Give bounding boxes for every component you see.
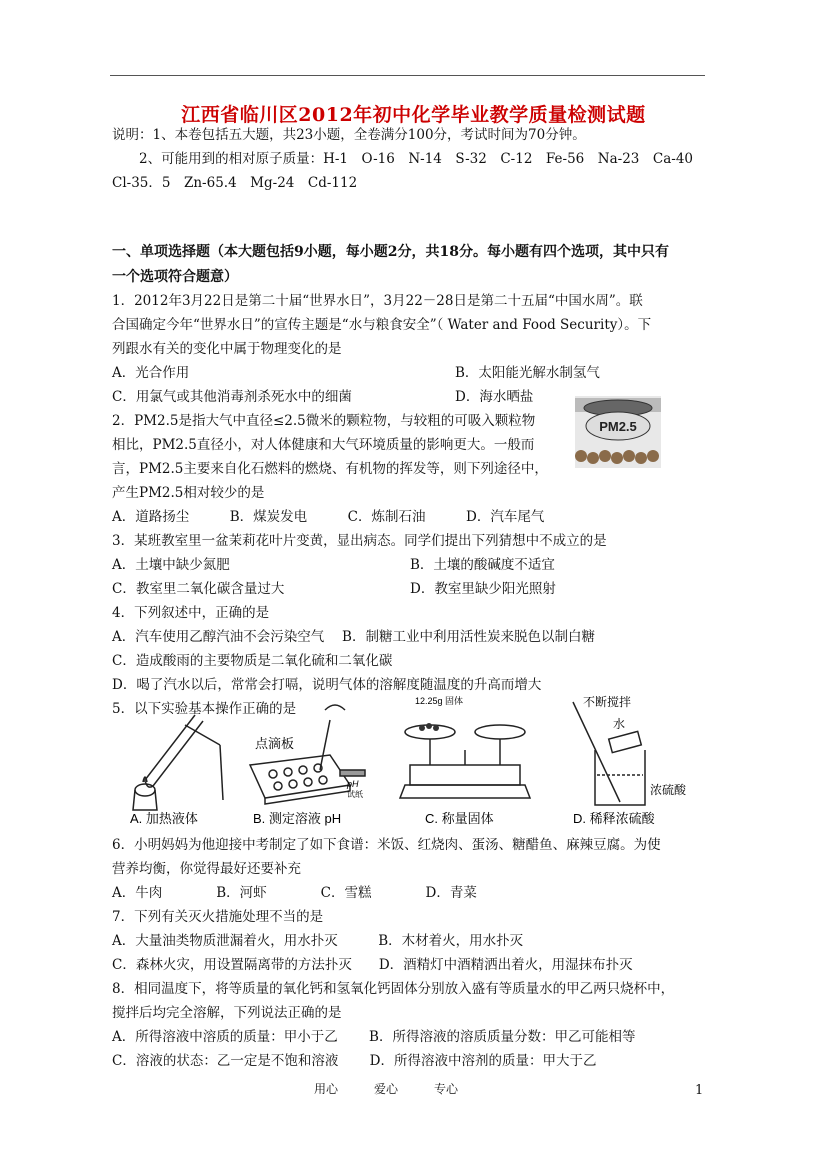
question-5-stem: 5．以下实验基本操作正确的是 (112, 701, 297, 717)
page-number: 1 (695, 1083, 704, 1098)
option-c: C．用氯气或其他消毒剂杀死水中的细菌 (112, 389, 352, 405)
option-c: C．造成酸雨的主要物质是二氧化硫和二氧化碳 (112, 653, 393, 669)
question-2-line: 2．PM2.5是指大气中直径≤2.5微米的颗粒物，与较粗的可吸入颗粒物 (112, 413, 536, 429)
question-6-line: 营养均衡，你觉得最好还要补充 (112, 861, 301, 877)
option-ab: A．汽车使用乙醇汽油不会污染空气 B．制糖工业中利用活性炭来脱色以制白糖 (112, 629, 595, 645)
question-4-stem: 4．下列叙述中，正确的是 (112, 605, 270, 621)
question-8-line: 搅拌后均完全溶解，下列说法正确的是 (112, 1005, 342, 1021)
question-8-line: 8．相同温度下，将等质量的氧化钙和氢氧化钙固体分别放入盛有等质量水的甲乙两只烧杯中， (112, 981, 675, 997)
stir-label: 不断搅拌 (583, 695, 632, 709)
option-a: A．光合作用 (112, 365, 190, 381)
pm25-illustration (575, 396, 661, 468)
option-cd: C．森林火灾，用设置隔离带的方法扑灭 D．酒精灯中酒精洒出着火，用湿抹布扑灭 (112, 957, 633, 973)
water-label: 水 (613, 717, 626, 731)
question-1-line: 1．2012年3月22日是第二十届“世界水日”，3月22－28日是第二十五届“中国水周”。联 (112, 293, 643, 309)
question-1-line: 合国确定今年“世界水日”的宣传主题是“水与粮食安全”（ Water and Food Security）。下 (112, 317, 652, 333)
question-2-options: A．道路扬尘 B．煤炭发电 C．炼制石油 D．汽车尾气 (112, 509, 545, 525)
figure-label-c: C. 称量固体 (425, 811, 494, 826)
question-2-line: 言，PM2.5主要来自化石燃料的燃烧、有机物的挥发等，则下列途径中， (112, 461, 548, 477)
section-heading: 一、单项选择题（本大题包括9小题，每小题2分，共18分。每小题有四个选项，其中只有 (112, 244, 669, 260)
header-rule (110, 75, 705, 76)
balance-drawing (400, 725, 530, 798)
instruction-line: 说明：1、本卷包括五大题，共23小题，全卷满分100分，考试时间为70分钟。 (112, 127, 586, 143)
option-d: D．海水晒盐 (455, 389, 534, 405)
question-6-options: A．牛肉 B．河虾 C．雪糕 D．青菜 (112, 885, 477, 901)
ph-paper-label: pH (347, 779, 359, 789)
footer-text: 用心 (314, 1082, 339, 1096)
footer-text: 专心 (434, 1082, 459, 1096)
option-ab: A．大量油类物质泄漏着火，用水扑灭 B．木材着火，用水扑灭 (112, 933, 524, 949)
diluting-acid-drawing (573, 702, 645, 805)
option-c: C．教室里二氧化碳含量过大 (112, 581, 285, 597)
question-7-stem: 7．下列有关灭火措施处理不当的是 (112, 909, 324, 925)
figure-label-b: B. 测定溶液 pH (253, 811, 342, 826)
lab-operations-figure (125, 690, 725, 830)
question-2-line: 产生PM2.5相对较少的是 (112, 485, 265, 501)
question-3-stem: 3．某班教室里一盆茉莉花叶片变黄，显出病态。同学们提出下列猜想中不成立的是 (112, 533, 607, 549)
figure-label-d: D. 稀释浓硫酸 (573, 811, 655, 826)
page-title: 江西省临川区2012年初中化学毕业教学质量检测试题 (181, 104, 646, 126)
footer-text: 爱心 (374, 1082, 399, 1096)
instruction-line: Cl-35．5 Zn-65.4 Mg-24 Cd-112 (112, 175, 358, 191)
question-6-line: 6．小明妈妈为他迎接中考制定了如下食谱：米饭、红烧肉、蛋汤、糖醋鱼、麻辣豆腐。为使 (112, 837, 661, 853)
question-2-line: 相比，PM2.5直径小，对人体健康和大气环境质量的影响更大。一般而 (112, 437, 535, 453)
figure-label-a: A. 加热液体 (130, 811, 198, 826)
option-a: A．土壤中缺少氮肥 (112, 557, 230, 573)
option-ab: A．所得溶液中溶质的质量：甲小于乙 B．所得溶液的溶质质量分数：甲乙可能相等 (112, 1029, 636, 1045)
ph-paper-label-2: 试纸 (347, 790, 363, 799)
option-b: B．太阳能光解水制氢气 (455, 365, 600, 381)
question-1-line: 列跟水有关的变化中属于物理变化的是 (112, 341, 342, 357)
pm25-label: PM2.5 (599, 419, 637, 434)
section-heading: 一个选项符合题意） (112, 269, 238, 285)
heating-liquid-drawing (133, 715, 223, 810)
dropping-plate-label: 点滴板 (255, 736, 295, 751)
instruction-line: 2、可能用到的相对原子质量：H-1 O-16 N-14 S-32 C-12 Fe-56 Na-23 Ca-40 (112, 151, 693, 167)
option-d: D．教室里缺少阳光照射 (410, 581, 556, 597)
acid-label: 浓硫酸 (650, 783, 687, 797)
mass-label: 12.25g 固体 (415, 696, 464, 706)
option-b: B．土壤的酸碱度不适宜 (410, 557, 555, 573)
option-cd: C．溶液的状态：乙一定是不饱和溶液 D．所得溶液中溶剂的质量：甲大于乙 (112, 1053, 597, 1069)
option-d: D．喝了汽水以后，常常会打嗝，说明气体的溶解度随温度的升高而增大 (112, 677, 542, 693)
